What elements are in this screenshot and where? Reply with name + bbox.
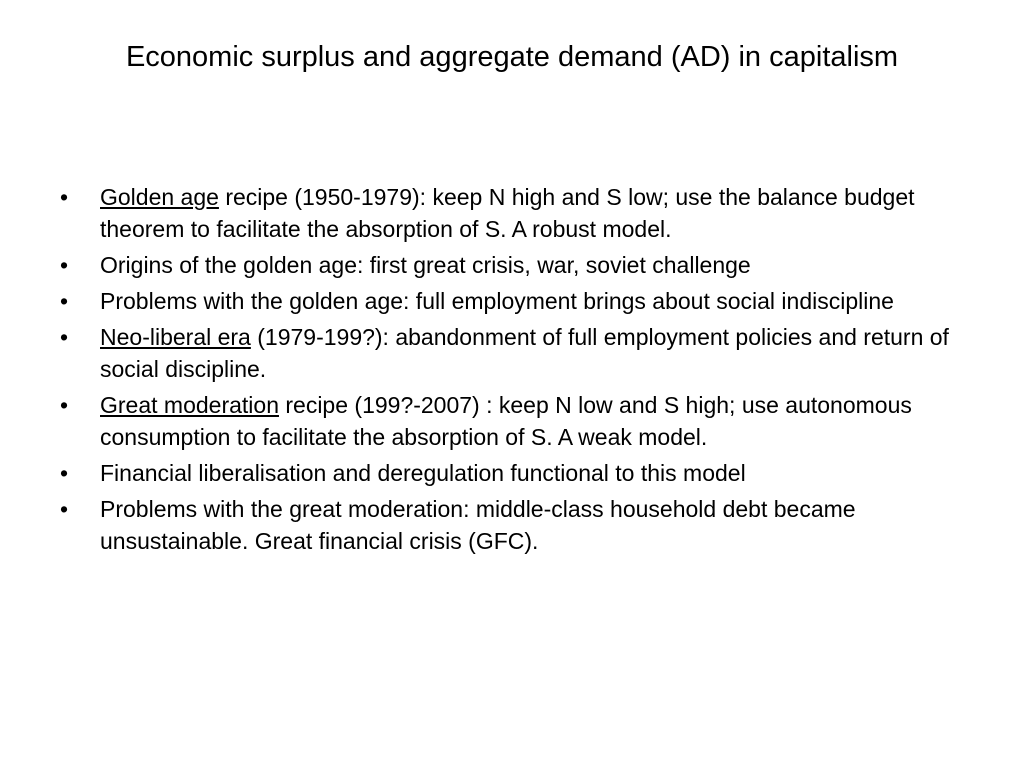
bullet-text: Problems with the golden age: full employment brings about social indiscipline: [100, 288, 894, 314]
bullet-text: Origins of the golden age: first great crisis, war, soviet challenge: [100, 252, 751, 278]
bullet-list: [58, 181, 958, 561]
bullet-icon: •: [60, 288, 69, 314]
bullet-text: Financial liberalisation and deregulation functional to this model: [100, 460, 746, 486]
slide-title: Economic surplus and aggregate demand (AD) in capitalism: [125, 41, 899, 73]
bullet-text: (1979-199?): abandonment of full employment policies and return of social discipline.: [100, 324, 949, 382]
bullet-icon: •: [60, 460, 69, 486]
bullet-item: [58, 457, 958, 489]
bullet-underlined-term: Great moderation: [100, 392, 279, 418]
bullet-text: recipe (1950-1979): keep N high and S low; use the balance budget theorem to facilitate the absorption of S. A robust model.: [100, 184, 915, 242]
bullet-icon: •: [60, 184, 69, 210]
bullet-icon: •: [60, 324, 69, 350]
bullet-item: [58, 389, 958, 453]
bullet-item: [58, 321, 958, 385]
bullet-underlined-term: Neo-liberal era: [100, 324, 251, 350]
bullet-underlined-term: Golden age: [100, 184, 219, 210]
bullet-item: [58, 285, 958, 317]
bullet-text: Problems with the great moderation: middle-class household debt became unsustainable. Great financial crisis (GFC).: [100, 496, 856, 554]
bullet-text: recipe (199?-2007) : keep N low and S high; use autonomous consumption to facilitate the absorption of S. A weak model.: [100, 392, 912, 450]
bullet-item: [58, 249, 958, 281]
bullet-icon: •: [60, 392, 69, 418]
bullet-item: [58, 181, 958, 245]
bullet-icon: •: [60, 252, 69, 278]
bullet-icon: •: [60, 496, 69, 522]
bullet-item: [58, 493, 958, 557]
